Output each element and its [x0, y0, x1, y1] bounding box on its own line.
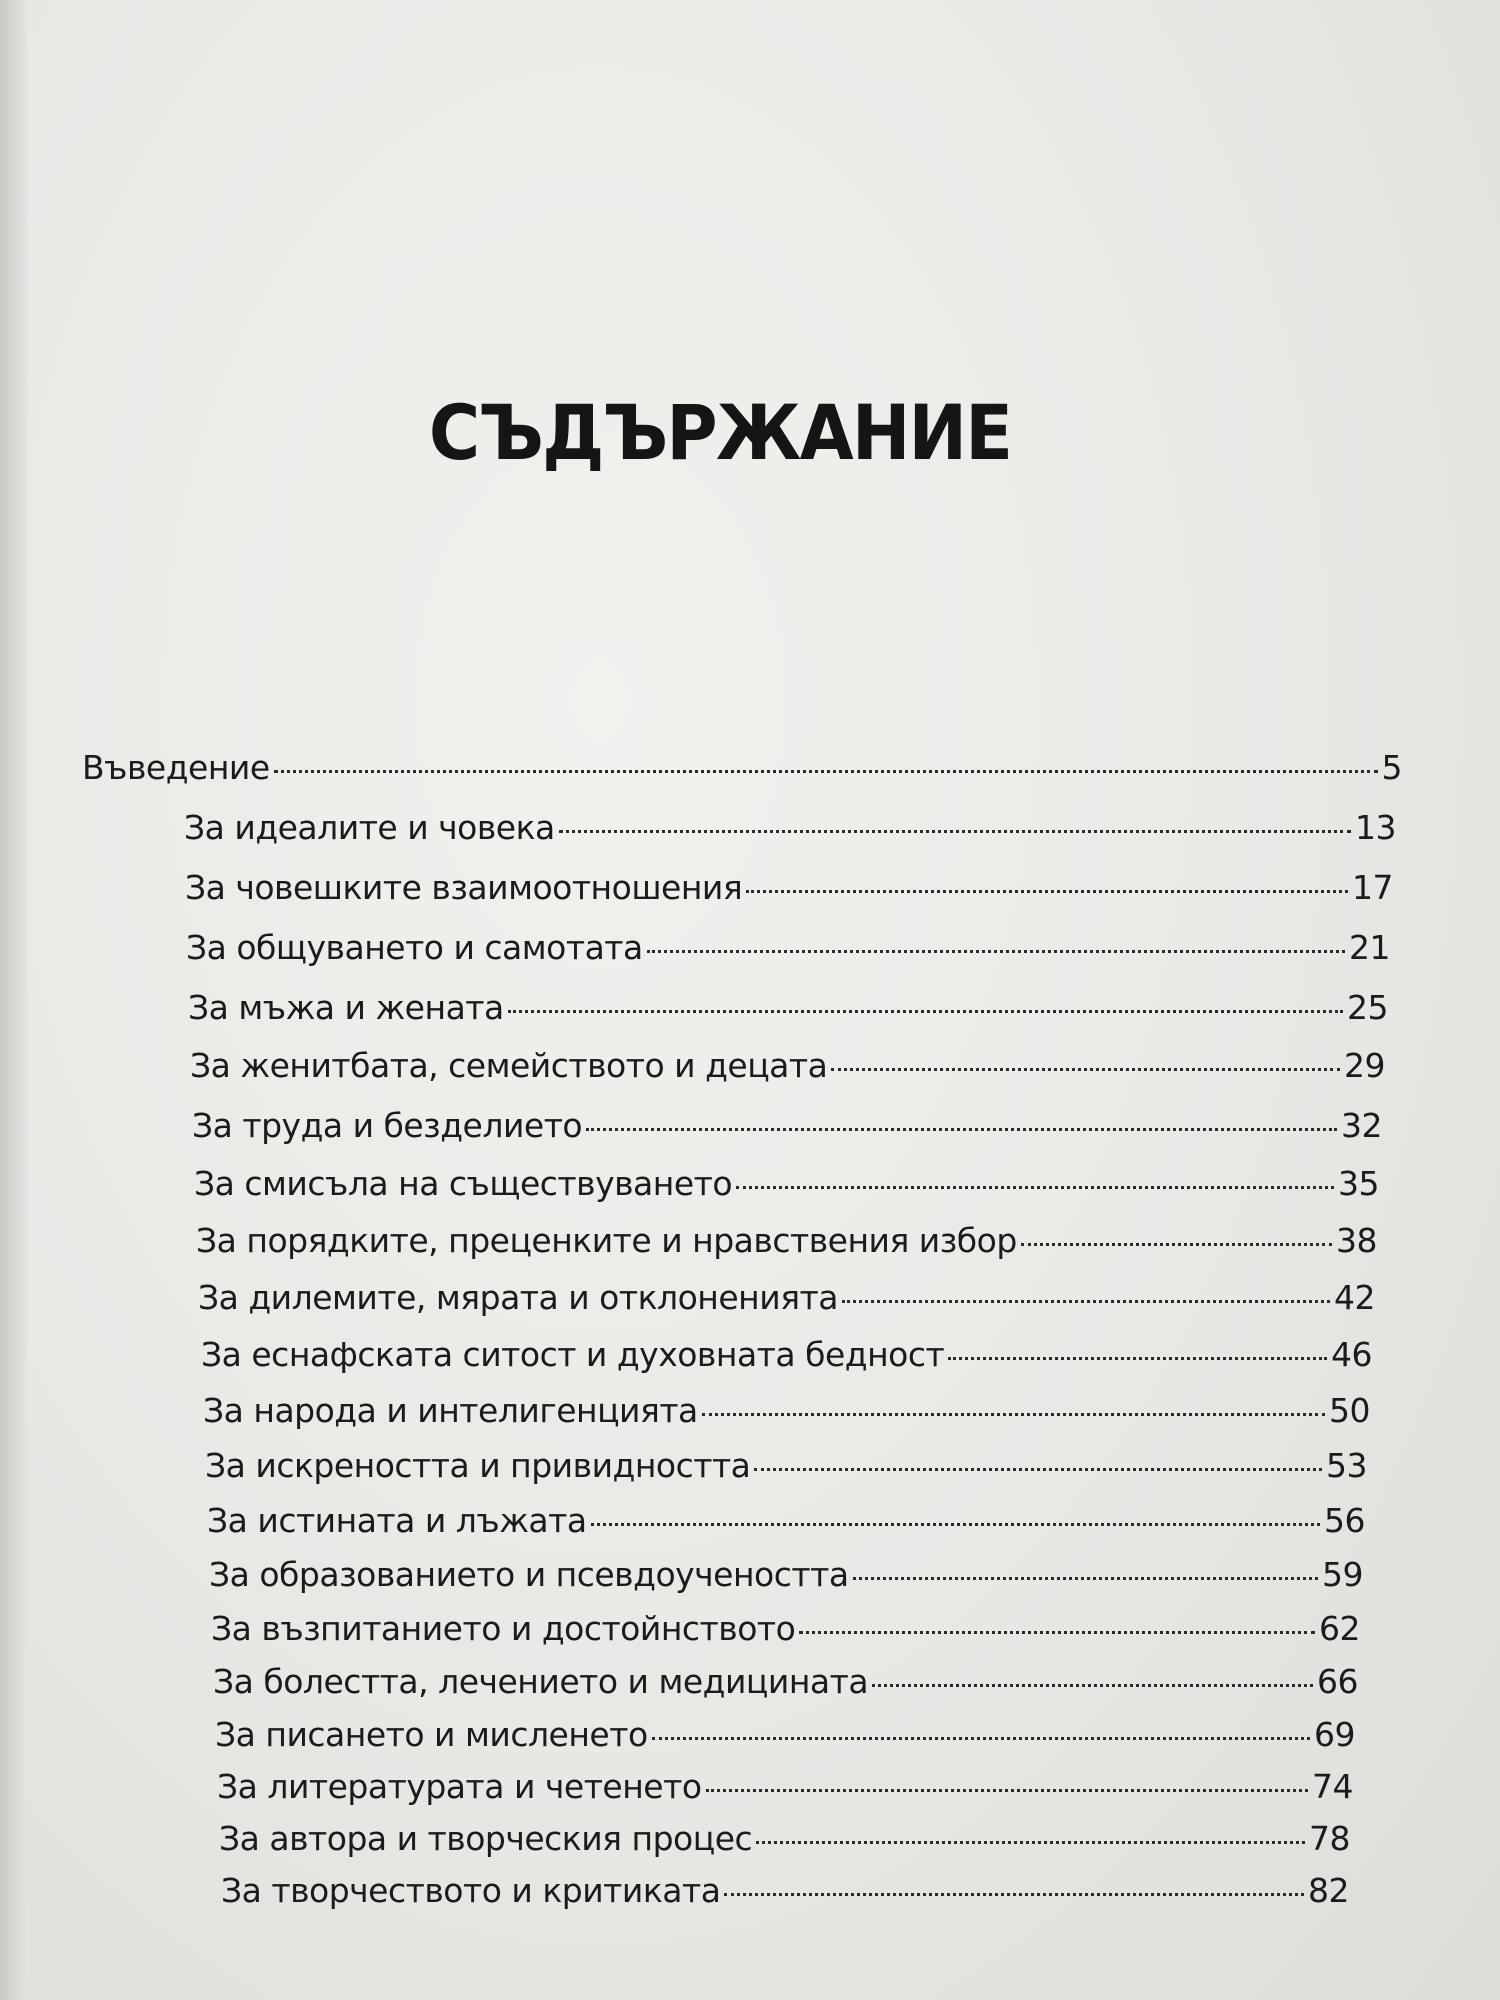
toc-entry[interactable]	[205, 1446, 1367, 1486]
toc-leader-dots	[842, 1300, 1330, 1303]
toc-leader-dots	[831, 1068, 1340, 1071]
toc-entry-page: 69	[1314, 1715, 1355, 1754]
toc-entry-page: 38	[1336, 1221, 1377, 1260]
toc-entry-page: 21	[1349, 928, 1390, 967]
toc-entry-label: За смисъла на съществуването	[194, 1164, 733, 1203]
toc-leader-dots	[736, 1186, 1334, 1189]
toc-entry[interactable]	[186, 928, 1390, 968]
toc-leader-dots	[702, 1413, 1325, 1416]
toc-entry[interactable]	[188, 988, 1388, 1028]
toc-leader-dots	[724, 1893, 1304, 1896]
toc-entry-page: 53	[1326, 1446, 1367, 1485]
toc-entry-label: За образованието и псевдоучеността	[209, 1555, 849, 1594]
toc-entry[interactable]	[203, 1391, 1370, 1431]
toc-entry[interactable]	[198, 1278, 1375, 1318]
toc-leader-dots	[647, 950, 1345, 953]
toc-leader-dots	[799, 1631, 1315, 1634]
toc-entry-page: 32	[1341, 1106, 1382, 1145]
toc-leader-dots	[274, 770, 1378, 773]
toc-entry-page: 29	[1344, 1046, 1385, 1085]
toc-entry-label: За идеалите и човека	[184, 808, 555, 847]
toc-entry[interactable]	[221, 1871, 1349, 1911]
toc-entry[interactable]	[217, 1767, 1353, 1807]
toc-entry-page: 62	[1319, 1609, 1360, 1648]
toc-entry[interactable]	[196, 1221, 1377, 1261]
toc-entry[interactable]	[184, 808, 1396, 848]
toc-entry-page: 5	[1381, 748, 1402, 787]
toc-entry[interactable]	[207, 1501, 1365, 1541]
page-title: СЪДЪРЖАНИЕ	[428, 388, 1012, 477]
toc-entry-page: 66	[1317, 1662, 1358, 1701]
toc-entry-label: За писането и мисленето	[215, 1715, 648, 1754]
toc-entry-label: За автора и творческия процес	[219, 1819, 753, 1858]
toc-entry-page: 35	[1338, 1164, 1379, 1203]
toc-entry[interactable]	[190, 1046, 1385, 1086]
toc-entry-label: За болестта, лечението и медицината	[213, 1662, 869, 1701]
toc-entry[interactable]	[213, 1662, 1358, 1702]
toc-entry[interactable]	[201, 1335, 1372, 1375]
toc-entry-label: За искреността и привидността	[205, 1446, 751, 1485]
toc-entry[interactable]	[185, 868, 1393, 908]
toc-entry-label: За дилемите, мярата и отклоненията	[198, 1278, 838, 1317]
toc-entry-page: 25	[1347, 988, 1388, 1027]
toc-entry[interactable]	[211, 1609, 1360, 1649]
toc-leader-dots	[586, 1128, 1337, 1131]
toc-entry-label: За мъжа и жената	[188, 988, 504, 1027]
toc-leader-dots	[746, 890, 1348, 893]
toc-leader-dots	[872, 1684, 1313, 1687]
toc-entry-page: 56	[1324, 1501, 1365, 1540]
toc-entry-label: За общуването и самотата	[186, 928, 643, 967]
toc-leader-dots	[754, 1468, 1322, 1471]
toc-entry[interactable]	[192, 1106, 1382, 1146]
toc-entry-label: За литературата и четенето	[217, 1767, 702, 1806]
toc-entry-page: 82	[1308, 1871, 1349, 1910]
toc-entry[interactable]	[82, 748, 1402, 788]
toc-entry-label: За народа и интелигенцията	[203, 1391, 698, 1430]
toc-leader-dots	[591, 1523, 1320, 1526]
toc-entry-page: 74	[1312, 1767, 1353, 1806]
toc-leader-dots	[652, 1737, 1310, 1740]
toc-entry-page: 42	[1334, 1278, 1375, 1317]
toc-entry-label: Въведение	[82, 748, 270, 787]
toc-entry-label: За женитбата, семейството и децата	[190, 1046, 828, 1085]
toc-entry-label: За творчеството и критиката	[221, 1871, 721, 1910]
toc-entry[interactable]	[219, 1819, 1350, 1859]
toc-entry-page: 13	[1355, 808, 1396, 847]
toc-leader-dots	[706, 1789, 1308, 1792]
toc-entry-label: За еснафската ситост и духовната бедност	[201, 1335, 945, 1374]
toc-entry-page: 46	[1331, 1335, 1372, 1374]
toc-entry-label: За човешките взаимоотношения	[185, 868, 743, 907]
toc-entry[interactable]	[194, 1164, 1379, 1204]
toc-leader-dots	[1021, 1243, 1332, 1246]
toc-entry[interactable]	[215, 1715, 1355, 1755]
toc-entry-page: 78	[1309, 1819, 1350, 1858]
toc-leader-dots	[948, 1357, 1327, 1360]
toc-entry-page: 50	[1329, 1391, 1370, 1430]
toc-entry[interactable]	[209, 1555, 1363, 1595]
toc-entry-label: За възпитанието и достойнството	[211, 1609, 796, 1648]
toc-leader-dots	[559, 830, 1351, 833]
toc-leader-dots	[508, 1010, 1343, 1013]
toc-entry-page: 59	[1322, 1555, 1363, 1594]
toc-entry-label: За истината и лъжата	[207, 1501, 587, 1540]
toc-entry-label: За труда и безделието	[192, 1106, 583, 1145]
toc-entry-label: За порядките, преценките и нравствения избор	[196, 1221, 1017, 1260]
toc-entry-page: 17	[1352, 868, 1393, 907]
toc-leader-dots	[756, 1841, 1305, 1844]
toc-leader-dots	[853, 1577, 1318, 1580]
